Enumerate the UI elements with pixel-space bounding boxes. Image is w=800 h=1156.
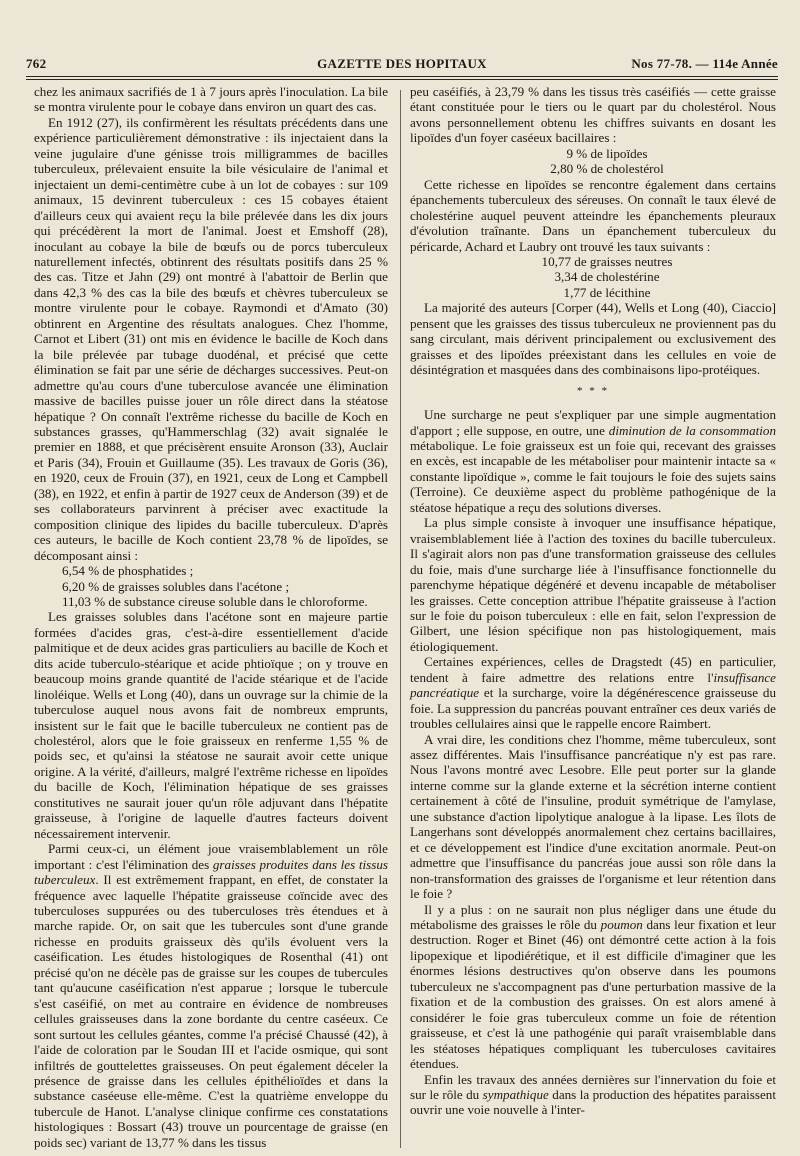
- emphasis: graisses produites dans les tissus tuberculeux: [34, 856, 388, 888]
- list-item: 1,77 de lécithine: [563, 284, 651, 300]
- paragraph: Les graisses solubles dans l'acétone sont en majeure partie formées d'acides gras, c'est-à-dire essentiellement d'acide palmitique et de deux acides gras particuliers au bacille de Koch et dits acide tuberculo-stéarique et acide phtioïque ; on y trouve en beaucoup moins grande quantité de l'acide stéarique et de l'acide linoléique. Wells et Long (40), dans un ouvrage sur la chimie de la tuberculose auquel nous avons fait de nombreux emprunts, insistent sur le fait que le bacille tuberculeux ne contient pas de cholestérol, alors que le foie graisseux en renferme 1,55 % de poids sec, et qu'ainsi la stéatose ne saurait avoir cette unique origine. A la vérité, d'ailleurs, malgré l'extrême richesse en lipoïdes du bacille de Koch, l'élimination hépatique de ses graisses constitutives ne saurait jouer qu'un rôle adjuvant dans l'hépatite graisseuse, à l'origine de laquelle d'autres facteurs doivent nécessairement intervenir.: [34, 609, 388, 841]
- paragraph: Une surcharge ne peut s'expliquer par une simple augmentation d'apport ; elle suppose, en outre, une diminution de la consommation métabolique. Le foie graisseux est un foie qui, recevant des graisses en excès, est incapable de les métaboliser pour maintenir intacte sa « constante lipoïdique », comme le fait toujours le foie des sujets sains (Terroine). Ce deuxième aspect du problème pathogénique de la stéatose hépatique a reçu des solutions diverses.: [410, 407, 777, 515]
- page-number: 762: [26, 56, 47, 71]
- emphasis: poumon: [600, 917, 643, 933]
- right-column: [410, 84, 776, 1118]
- paragraph: La plus simple consiste à invoquer une insuffisance hépatique, vraisemblablement liée à l'action des toxines du bacille tuberculeux. Il s'agirait alors non pas d'une transformation graisseuse des cellules du foie, mais d'une surcharge liée à l'insuffisance fonctionnelle du parenchyme hépatique dégénéré et devenu incapable de métaboliser les graisses. Cette conception attribue l'hépatite graisseuse à l'action sur le foie du poison tuberculeux : elle en fait, selon l'expression de Gilbert, une lésion spécifique non pas histologiquement, mais étiologiquement.: [410, 515, 776, 654]
- list-item: 6,54 % de phosphatides ;: [62, 563, 194, 579]
- paragraph: Il y a plus : on ne saurait non plus négliger dans une étude du métabolisme des graisses le rôle du poumon dans leur fixation et leur destruction. Roger et Binet (46) ont démontré cette action à la fois lipopexique et lipodiérétique, et il est difficile d'imaginer que les énormes lésions destructives qu'on observe dans les poumons tuberculeux ne s'accompagnent pas d'une perturbation massive de la fixation et de la combustion des graisses. On est alors amené à considérer le foie gras tuberculeux comme un foie de rétention graisseuse, et c'est là une pathogénie qui paraît vraisemblable dans les stéatoses hépatiques compliquant les tuberculoses cavitaires étendues.: [410, 901, 776, 1072]
- section-separator: * * *: [577, 384, 609, 397]
- list-item: 9 % de lipoïdes: [566, 145, 648, 161]
- list-item: 3,34 de cholestérine: [554, 269, 660, 285]
- issue-number: Nos 77-78. — 114e Année: [631, 56, 778, 71]
- body-columns: [34, 84, 777, 1150]
- paragraph: chez les animaux sacrifiés de 1 à 7 jours après l'inoculation. La bile se montra virulente pour le cobaye dans environ un quart des cas.: [34, 84, 388, 115]
- lipid-values: [410, 146, 776, 177]
- list-item: 2,80 % de cholestérol: [550, 161, 664, 177]
- paragraph: A vrai dire, les conditions chez l'homme, même tuberculeux, sont assez différentes. Mais l'insuffisance pancréatique n'y est pas rare. Nous l'avons montré avec Lesobre. Elle peut porter sur la glande interne comme sur la glande externe et la sécrétion interne contient certainement à côté de l'insuline, produit symétrique de l'amylase, une substance d'action lipolytique analogue à la lipase. Les îlots de Langerhans sont développés anormalement chez certains bacillaires, et ce développement est l'indice d'une excitation anormale. Peut-on admettre que l'insuffisance du pancréas joue aussi son rôle dans la non-transformation des graisses de l'organisme et leur rétention dans le foie ?: [410, 731, 776, 902]
- journal-title: GAZETTE DES HOPITAUX: [317, 56, 487, 71]
- effusion-values: [410, 254, 776, 300]
- paragraph: Parmi ceux-ci, un élément joue vraisemblablement un rôle important : c'est l'élimination des graisses produites dans les tissus tuberculeux. Il est extrêmement frappant, en effet, de constater la fréquence avec laquelle l'hépatite graisseuse coïncide avec des tuberculoses suppurées ou des tuberculoses très étendues et à marche rapide. Or, on sait que les tubercules sont d'une grande richesse en produits graisseux dès qu'ils évoluent vers la caséification. Les études histologiques de Rosenthal (41) ont précisé qu'on ne décèle pas de graisse sur les coupes de tubercules tant qu'aucune caséification n'est apparue ; lorsque le tubercule s'est caséifié, on met au contraire en évidence de nombreuses cellules graisseuses dans la zone bordante du centre caséeux. Ce sont surtout les cellules géantes, comme l'a précisé Chaussé (42), à l'aide de coloration par le Soudan III et l'acide osmique, qui sont infiltrés de gouttelettes graisseuses. On peut également déceler la présence de graisse dans les cellules épithélioïdes et dans la substance caséeuse elle-même. C'est la quatrième enveloppe du tubercule de Hanot. L'analyse clinique confirme ces constatations histologiques : Bossart (43) trouve un pourcentage de graisse (en poids sec) variant de 13,77 % dans les tissus: [34, 841, 388, 1150]
- list-item: 6,20 % de graisses solubles dans l'acétone ;: [62, 578, 290, 594]
- paragraph: Cette richesse en lipoïdes se rencontre également dans certains épanchements tuberculeux des séreuses. On connaît le taux élevé de cholestérine auquel peuvent atteindre les épanchements pleuraux d'évolution traînante. Dans un épanchement tuberculeux du péricarde, Achard et Laubry ont trouvé les taux suivants :: [410, 176, 776, 254]
- paragraph: En 1912 (27), ils confirmèrent les résultats précédents dans une expérience particulièrement démonstrative : ils injectaient dans la veine jugulaire d'une génisse trois milligrammes de bacilles tuberculeux, prélevaient ensuite la bile vésiculaire de l'animal et injectaient un demi-centimètre cube à un lot de cobayes : sur 109 animaux, 15 devinrent tuberculeux : ces 15 cobayes étaient d'ailleurs ceux qui avaient reçu la bile prélevée dans les dix jours qui précédèrent la mort de l'animal. Joest et Emshoff (28), inoculant au cobaye la bile de bœufs ou de porcs tuberculeux naturellement infectés, obtinrent des résultats positifs dans 25 % des cas. Titze et Jahn (29) ont montré à l'abattoir de Berlin que dans 42,3 % des cas la bile des bœufs et chèvres tuberculeux se montre virulente pour le cobaye. Raymondi et d'Amato (30) obtinrent en Argentine des résultats analogues. Chez l'homme, Carnot et Libert (31) ont mis en évidence le bacille de Koch dans la bile prélevée par tubage duodénal, et précisé que cette élimination se fait par une série de décharges successives. Peut-on admettre qu'au cours d'une tuberculose avancée une élimination massive de bacilles puisse jouer un rôle direct dans la stéatose hépatique ? On connaît l'extrême richesse du bacille de Koch en substances grasses, qu'Hammerschlag (32) avait signalée le premier en 1888, et que précisèrent ensuite Aronson (33), Auclair et Paris (34), Frouin et Guillaume (35). Les travaux de Goris (36), en 1920, ceux de Frouin (37), en 1921, ceux de Long et Campbell (38), en 1922, et enfin à partir de 1927 ceux de Anderson (39) et de ses collaborateurs parvinrent à préciser avec exactitude la composition clinique des lipides du bacille tuberculeux. D'après ces auteurs, le bacille de Koch contient 23,78 % de lipoïdes, se décomposant ainsi :: [34, 114, 388, 563]
- paragraph: La majorité des auteurs [Corper (44), Wells et Long (40), Ciaccio] pensent que les graisses des tissus tuberculeux ne proviennent pas du sang circulant, mais dérivent principalement ou exclusivement des graisses et des lipoïdes préexistant dans les cellules en voie de désintégration et masquées dans des combinaisons lipo-protéiques.: [410, 300, 776, 378]
- list-item: 10,77 de graisses neutres: [541, 253, 673, 269]
- paragraph: Enfin les travaux des années dernières sur l'innervation du foie et sur le rôle du sympathique dans la production des hépatites paraissent ouvrir une voie nouvelle à l'inter-: [410, 1071, 776, 1118]
- header-rule: [26, 76, 778, 77]
- paragraph: peu caséifiés, à 23,79 % dans les tissus très caséifiés — cette graisse étant constituée pour le tiers ou le quart par du cholestérol. Nous avons personnellement obtenu les chiffres suivants en dosant les lipoïdes d'un foyer caséeux bacillaires :: [410, 84, 776, 146]
- column-divider: [400, 90, 401, 1148]
- header-rule-thin: [26, 79, 778, 80]
- lipid-list: [34, 563, 388, 609]
- running-header: [26, 56, 778, 74]
- paragraph: Certaines expériences, celles de Dragstedt (45) en particulier, tendent à faire admettre des relations entre l'insuffisance pancréatique et la surcharge, voire la dégénérescence graisseuse du foie. La suppression du pancréas pouvant entraîner ces deux variés de troubles cellulaires ainsi que le rappelle encore Raimbert.: [410, 654, 776, 732]
- emphasis: diminution de la consommation: [608, 422, 777, 438]
- left-column: [34, 84, 388, 1150]
- emphasis: sympathique: [482, 1087, 549, 1102]
- list-item: 11,03 % de substance cireuse soluble dans le chloroforme.: [62, 593, 368, 609]
- emphasis: insuffisance pancréatique: [410, 669, 776, 701]
